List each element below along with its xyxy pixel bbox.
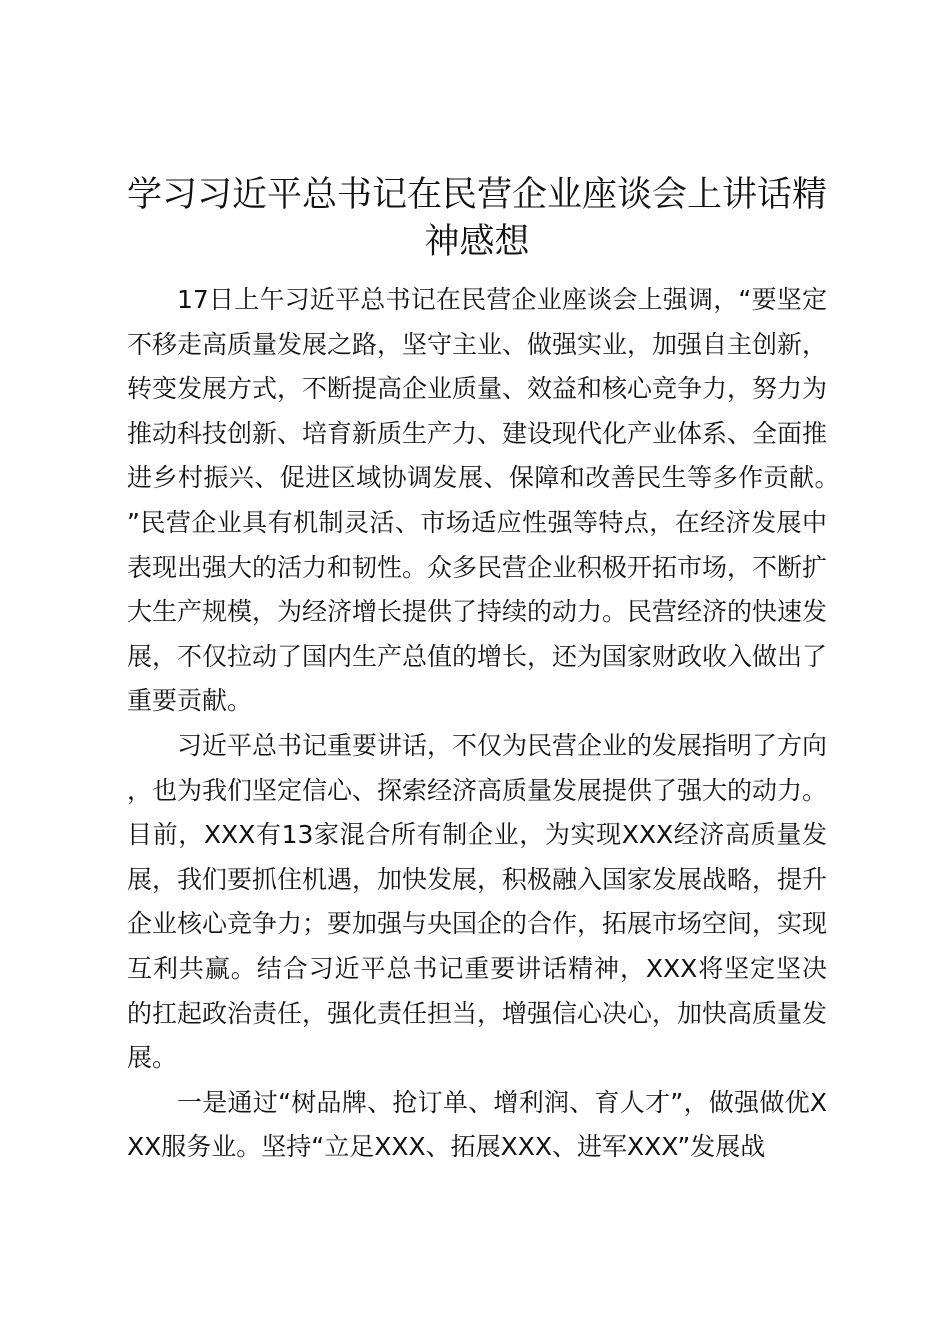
paragraph-2: 习近平总书记重要讲话，不仅为民营企业的发展指明了方向，也为我们坚定信心、探索经济高质量发展提供了强大的动力。目前，XXX有13家混合所有制企业，为实现XXX经济高质量发展，我们要抓住机遇，加快发展，积极融入国家发展战略，提升企业核心竞争力；要加强与央国企的合作，拓展市场空间，实现互利共赢。结合习近平总书记重要讲话精神，XXX将坚定坚决的扛起政治责任，强化责任担当，增强信心决心，加快高质量发展。 [127, 730, 828, 1073]
document-body [127, 278, 827, 1170]
document-title: 学习习近平总书记在民营企业座谈会上讲话精神感想 [126, 175, 827, 262]
paragraph-3: 一是通过“树品牌、抢订单、增利润、育人才”，做强做优XXX服务业。坚持“立足XXX、拓展XXX、进军XXX”发展战 [127, 1087, 827, 1162]
paragraph-1: 17日上午习近平总书记在民营企业座谈会上强调，“要坚定不移走高质量发展之路，坚守主业、做强实业，加强自主创新，转变发展方式，不断提高企业质量、效益和核心竞争力，努力为推动科技创新、培育新质生产力、建设现代化产业体系、全面推进乡村振兴、促进区域协调发展、保障和改善民生等多作贡献。”民营企业具有机制灵活、市场适应性强等特点，在经济发展中表现出强大的活力和韧性。众多民营企业积极开拓市场，不断扩大生产规模，为经济增长提供了持续的动力。民营经济的快速发展，不仅拉动了国内生产总值的增长，还为国家财政收入做出了重要贡献。 [127, 285, 828, 716]
